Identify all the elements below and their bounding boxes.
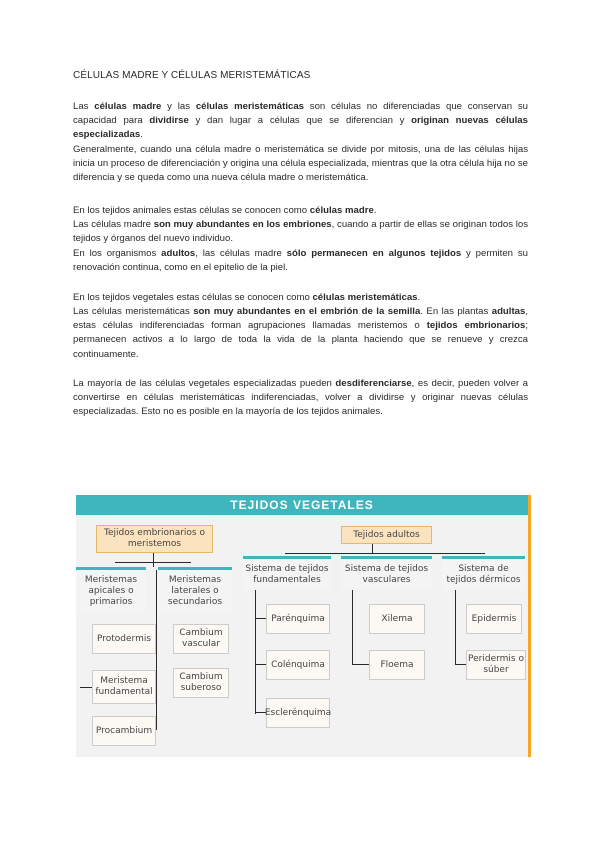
box-epidermis: Epidermis (466, 604, 522, 634)
box-esclerenquima: Esclerénquima (266, 698, 330, 728)
connector (156, 594, 157, 595)
diagram-header: TEJIDOS VEGETALES (76, 495, 528, 515)
connector (115, 562, 191, 563)
paragraph-mitosis: Generalmente, cuando una célula madre o meristemática se divide por mitosis, una de las células hijas inicia un proceso de diferenciación y origina una célula especializada, mientras que la otra célula hija no se diferencia y se queda como una nueva célula madre o meristemática. (73, 144, 528, 184)
box-sistema-fundamentales: Sistema de tejidos fundamentales (243, 556, 331, 590)
page-title: CÉLULAS MADRE Y CÉLULAS MERISTEMÁTICAS (73, 70, 311, 81)
diagram-accent-bar (528, 495, 531, 757)
box-meristemas-laterales: Meristemas laterales o secundarios (158, 567, 232, 613)
box-tejidos-adultos: Tejidos adultos (341, 526, 432, 544)
paragraph-meristematicas: Las células meristemáticas son muy abundantes en el embrión de la semilla. En las plantas adultas, estas células indiferenciadas forman agrupaciones llamadas meristemos o tejidos embrionarios; permanecen activos a lo largo de toda la vida de la planta haciendo que se renueve y crezca continuamente. (73, 306, 529, 360)
connector (153, 553, 154, 567)
box-cambium-suberoso: Cambium suberoso (173, 668, 229, 698)
paragraph-adultos: En los organismos adultos, las células madre sólo permanecen en algunos tejidos y permiten su renovación continua, como en el epitelio de la piel. (73, 248, 528, 274)
box-tejidos-embrionarios: Tejidos embrionarios o meristemos (96, 525, 213, 553)
box-sistema-vasculares: Sistema de tejidos vasculares (341, 556, 432, 590)
box-procambium: Procambium (92, 716, 156, 746)
box-peridermis: Peridermis o súber (466, 650, 526, 680)
paragraph-embriones: Las células madre son muy abundantes en los embriones, cuando a partir de ellas se originan todos los tejidos y órganos del nuevo individuo. (73, 219, 528, 245)
paragraph-intro: Las células madre y las células meristemáticas son células no diferenciadas que conservan su capacidad para dividirse y dan lugar a células que se diferencian y originan nuevas células especializadas. (73, 101, 528, 141)
connector (352, 590, 353, 664)
box-protodermis: Protodermis (92, 624, 156, 654)
box-floema: Floema (369, 650, 425, 680)
box-cambium-vascular: Cambium vascular (173, 624, 229, 654)
paragraph-vegetal-title: En los tejidos vegetales estas células se conocen como células meristemáticas. (73, 292, 421, 303)
connector (255, 590, 256, 714)
box-sistema-dermicos: Sistema de tejidos dérmicos (442, 556, 525, 590)
box-meristemas-apicales: Meristemas apicales o primarios (76, 567, 146, 613)
connector (285, 553, 485, 554)
box-colenquima: Colénquima (266, 650, 330, 680)
box-meristema-fundamental: Meristema fundamental (92, 670, 156, 704)
box-parenquima: Parénquima (266, 604, 330, 634)
connector (80, 687, 92, 688)
connector (372, 543, 373, 553)
paragraph-animal-title: En los tejidos animales estas células se conocen como células madre. (73, 205, 377, 216)
connector (455, 590, 456, 664)
paragraph-desdiferenciar: La mayoría de las células vegetales especializadas pueden desdiferenciarse, es decir, pueden volver a convertirse en células meristemáticas indiferenciadas, volver a dividirse y originar nuevas células especializadas. Esto no es posible en la mayoría de los tejidos animales. (73, 378, 529, 418)
connector (352, 664, 370, 665)
box-xilema: Xilema (369, 604, 425, 634)
